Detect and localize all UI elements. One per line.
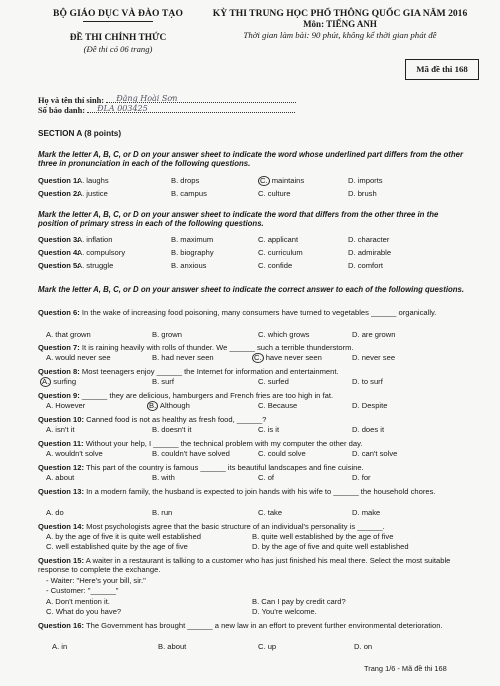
question-number: Question 16: <box>38 621 84 630</box>
q15-dialogue-customer: - Customer: "______" <box>46 586 119 595</box>
official-label: ĐỀ THI CHÍNH THỨC <box>69 33 167 43</box>
option-d: D. character <box>348 235 390 244</box>
question-row-5 <box>38 261 468 271</box>
q12-option-b: B. with <box>152 473 175 482</box>
question-8-stem <box>38 367 470 376</box>
q10-option-d: D. does it <box>352 425 385 434</box>
question-number: Question 8: <box>38 367 80 376</box>
q9-option-d: D. Despite <box>352 401 388 410</box>
question-row-2 <box>38 189 468 199</box>
option-d: D. comfort <box>348 261 384 270</box>
q10-option-a: A. isn't it <box>46 425 75 434</box>
header-rule <box>83 21 153 22</box>
question-15-stem <box>38 556 470 574</box>
header-right <box>190 8 490 40</box>
question-text: A waiter in a restaurant is talking to a customer who has just finished his meal there. Select the most suitable response to complete the exchange. <box>38 556 451 575</box>
question-number: Question 4: <box>38 248 80 257</box>
option-b: B. anxious <box>171 261 207 270</box>
question-number: Question 1: <box>38 176 80 185</box>
option-a: A. struggle <box>77 261 114 270</box>
question-6-stem <box>38 308 470 317</box>
q16-option-a: A. in <box>52 642 68 651</box>
q15-dialogue-waiter: - Waiter: "Here's your bill, sir." <box>46 576 146 585</box>
candidate-name-line <box>106 94 296 103</box>
exam-time: Thời gian làm bài: 90 phút, không kể thời gian phát đề <box>243 30 437 40</box>
question-number: Question 5: <box>38 261 80 270</box>
q8-option-b: B. surf <box>152 377 174 386</box>
candidate-sbd-row <box>38 104 295 115</box>
question-text: In a modern family, the husband is expected to join hands with his wife to ______ the household chores. <box>86 487 436 496</box>
answer-circle-mark: A. <box>42 377 50 386</box>
q13-option-d: D. make <box>352 508 381 517</box>
q15-option-a: A. Don't mention it. <box>46 597 110 606</box>
option-b: B. maximum <box>171 235 214 244</box>
answer-circle-mark: C. <box>260 176 268 185</box>
question-number: Question 3: <box>38 235 80 244</box>
q9-option-b: B. Although <box>149 401 190 410</box>
option-c: C. culture <box>258 189 291 198</box>
q11-option-b: B. couldn't have solved <box>152 449 230 458</box>
q6-option-d: D. are grown <box>352 330 396 339</box>
question-16-stem <box>38 621 470 630</box>
q9-option-a: A. However <box>46 401 86 410</box>
ministry-name: BỘ GIÁO DỤC VÀ ĐÀO TẠO <box>52 8 184 19</box>
header-left <box>28 8 208 54</box>
q7-option-a: A. would never see <box>46 353 111 362</box>
option-c: C. curriculum <box>258 248 303 257</box>
q12-option-d: D. for <box>352 473 371 482</box>
q11-option-c: C. could solve <box>258 449 306 458</box>
q14-option-c: C. well established quite by the age of five <box>46 542 188 551</box>
candidate-sbd-line <box>87 104 295 113</box>
option-b: B. campus <box>171 189 207 198</box>
option-c: C. maintains <box>260 176 305 185</box>
question-number: Question 13: <box>38 487 84 496</box>
question-9-stem <box>38 391 470 400</box>
page-count-note: (Đề thi có 06 trang) <box>83 44 153 54</box>
question-12-stem <box>38 463 470 472</box>
question-row-1 <box>38 176 468 186</box>
question-number: Question 6: <box>38 308 80 317</box>
q15-option-b: B. Can I pay by credit card? <box>252 597 346 606</box>
question-14-stem <box>38 522 470 531</box>
question-number: Question 14: <box>38 522 84 531</box>
option-a: A. inflation <box>77 235 113 244</box>
q10-option-c: C. is it <box>258 425 280 434</box>
q8-option-d: D. to surf <box>352 377 383 386</box>
option-c: C. confide <box>258 261 293 270</box>
instruction-stress: Mark the letter A, B, C, or D on your answer sheet to indicate the word that differs from the other three in the position of primary stress in each of the following questions. <box>38 210 439 229</box>
q14-option-b: B. quite well established by the age of five <box>252 532 394 541</box>
exam-title: KỲ THI TRUNG HỌC PHỔ THÔNG QUỐC GIA NĂM 2016 <box>212 8 468 19</box>
question-row-3 <box>38 235 468 245</box>
question-number: Question 11: <box>38 439 84 448</box>
option-c: C. applicant <box>258 235 299 244</box>
q11-option-d: D. can't solve <box>352 449 398 458</box>
option-a: A. laughs <box>77 176 109 185</box>
q13-option-c: C. take <box>258 508 283 517</box>
question-number: Question 2: <box>38 189 80 198</box>
candidate-sbd-label: Số báo danh: <box>38 106 86 115</box>
question-text: It is raining heavily with rolls of thunder. We ______ such a terrible thunderstorm. <box>81 343 354 352</box>
question-text: The Government has brought ______ a new law in an effort to prevent further environmental deterioration. <box>85 621 443 630</box>
question-text: Most psychologists agree that the basic structure of an individual's personality is ______. <box>86 522 385 531</box>
option-d: D. brush <box>348 189 377 198</box>
q9-option-c: C. Because <box>258 401 298 410</box>
question-text: Most teenagers enjoy ______ the Internet for information and entertainment. <box>81 367 339 376</box>
answer-circle-mark: C. <box>254 353 262 362</box>
option-b: B. biography <box>171 248 214 257</box>
question-text: Without your help, I ______ the technical problem with my computer the other day. <box>85 439 363 448</box>
candidate-name-label: Họ và tên thí sinh: <box>38 96 105 105</box>
option-d: D. admirable <box>348 248 392 257</box>
q6-option-b: B. grown <box>152 330 182 339</box>
option-b: B. drops <box>171 176 200 185</box>
question-13-stem <box>38 487 470 496</box>
question-row-4 <box>38 248 468 258</box>
exam-subject: Môn: TIẾNG ANH <box>303 19 377 29</box>
q12-option-a: A. about <box>46 473 75 482</box>
instruction-correct-answer: Mark the letter A, B, C, or D on your answer sheet to indicate the correct answer to each of the following questions. <box>38 285 465 294</box>
q12-option-c: C. of <box>258 473 275 482</box>
question-number: Question 9: <box>38 391 80 400</box>
question-text: This part of the country is famous ______ its beautiful landscapes and fine cuisine. <box>85 463 364 472</box>
q15-option-c: C. What do you have? <box>46 607 122 616</box>
q7-option-d: D. never see <box>352 353 396 362</box>
question-text: ______ they are delicious, hamburgers and French fries are too high in fat. <box>81 391 334 400</box>
question-number: Question 15: <box>38 556 84 565</box>
page-footer: Trang 1/6 - Mã đề thi 168 <box>364 664 447 673</box>
q16-option-b: B. about <box>158 642 187 651</box>
q8-option-c: C. surfed <box>258 377 289 386</box>
question-number: Question 10: <box>38 415 84 424</box>
q6-option-a: A. that grown <box>46 330 91 339</box>
question-text: In the wake of increasing food poisoning, many consumers have turned to vegetables ______ organically. <box>81 308 437 317</box>
section-title: SECTION A (8 points) <box>38 129 122 138</box>
q16-option-d: D. on <box>354 642 373 651</box>
q15-option-d: D. You're welcome. <box>252 607 317 616</box>
question-text: Canned food is not as healthy as fresh food, ______? <box>86 415 267 424</box>
exam-code-box: Mã đề thi 168 <box>405 59 479 80</box>
q13-option-b: B. run <box>152 508 173 517</box>
q7-option-c: C. have never seen <box>254 353 322 362</box>
question-7-stem <box>38 343 470 352</box>
q8-option-a: A. surfing <box>42 377 77 386</box>
q7-option-b: B. had never seen <box>152 353 214 362</box>
q13-option-a: A. do <box>46 508 64 517</box>
answer-circle-mark: B. <box>149 401 157 410</box>
option-d: D. imports <box>348 176 383 185</box>
q11-option-a: A. wouldn't solve <box>46 449 103 458</box>
question-10-stem <box>38 415 470 424</box>
option-a: A. justice <box>77 189 108 198</box>
q14-option-d: D. by the age of five and quite well established <box>252 542 409 551</box>
question-number: Question 7: <box>38 343 80 352</box>
candidate-name-handwriting: Đặng Hoài Sơn <box>116 94 178 103</box>
question-11-stem <box>38 439 470 448</box>
option-a: A. compulsory <box>77 248 126 257</box>
question-number: Question 12: <box>38 463 84 472</box>
instruction-pronunciation: Mark the letter A, B, C, or D on your answer sheet to indicate the word whose underlined part differs from the other three in pronunciation in each of the following questions. <box>38 150 463 169</box>
q6-option-c: C. which grows <box>258 330 310 339</box>
q14-option-a: A. by the age of five it is quite well established <box>46 532 201 541</box>
candidate-sbd-handwriting: ĐLA 003425 <box>97 104 148 113</box>
q16-option-c: C. up <box>258 642 277 651</box>
q10-option-b: B. doesn't it <box>152 425 192 434</box>
